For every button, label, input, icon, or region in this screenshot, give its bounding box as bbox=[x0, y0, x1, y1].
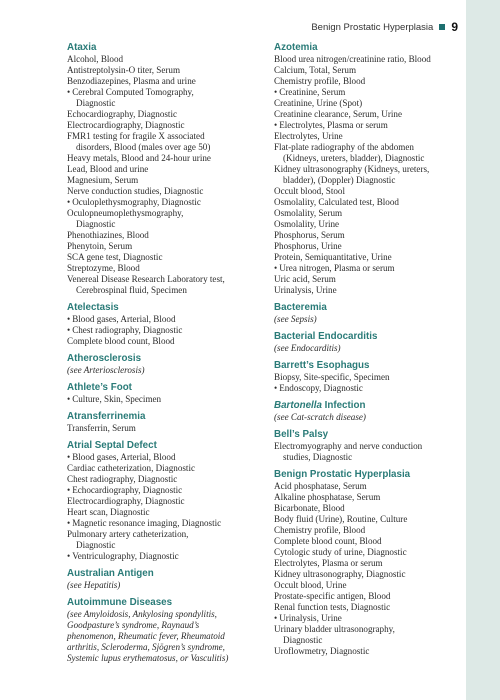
test-item: Electromyography and nerve conduction bbox=[274, 441, 423, 451]
test-item: • Endoscopy, Diagnostic bbox=[274, 383, 474, 394]
entry-heading bbox=[274, 331, 474, 343]
test-item: Kidney ultrasonography (Kidneys, ureters, bbox=[274, 164, 430, 174]
test-item: Diagnostic bbox=[76, 540, 116, 550]
test-item: Magnesium, Serum bbox=[67, 175, 139, 185]
test-item: Renal function tests, Diagnostic bbox=[274, 602, 391, 612]
test-item: Chemistry profile, Blood bbox=[274, 76, 366, 86]
running-head-title: Benign Prostatic Hyperplasia bbox=[311, 21, 434, 33]
square-bullet-icon bbox=[439, 24, 445, 30]
test-item: Diagnostic bbox=[76, 219, 116, 229]
entry-heading bbox=[67, 353, 267, 365]
test-item: • Culture, Skin, Specimen bbox=[67, 394, 267, 405]
test-item: • Oculoplethysmography, Diagnostic bbox=[67, 197, 267, 208]
test-item: disorders, Blood (males over age 50) bbox=[76, 142, 211, 152]
test-item: Alcohol, Blood bbox=[67, 54, 124, 64]
test-item: • Ventriculography, Diagnostic bbox=[67, 551, 267, 562]
test-item: Diagnostic bbox=[76, 98, 116, 108]
test-item: Phenothiazines, Blood bbox=[67, 230, 149, 240]
entry-heading bbox=[67, 382, 267, 394]
test-item: Urinalysis, Urine bbox=[274, 285, 337, 295]
entry-heading-text: Atrial Septal Defect bbox=[67, 440, 157, 451]
entry-heading-text: Ataxia bbox=[67, 42, 97, 53]
left-column bbox=[67, 38, 267, 664]
test-item: Diagnostic bbox=[283, 635, 323, 645]
entry-heading bbox=[67, 568, 267, 580]
cross-reference: (see Endocarditis) bbox=[274, 343, 341, 353]
test-item: studies, Diagnostic bbox=[283, 452, 353, 462]
test-item: Bicarbonate, Blood bbox=[274, 503, 345, 513]
test-item: Pulmonary artery catheterization, bbox=[67, 529, 189, 539]
test-item: Benzodiazepines, Plasma and urine bbox=[67, 76, 196, 86]
test-item: Uroflowmetry, Diagnostic bbox=[274, 646, 370, 656]
test-item: Lead, Blood and urine bbox=[67, 164, 149, 174]
cross-reference: (see Arteriosclerosis) bbox=[67, 365, 145, 375]
test-item: Heart scan, Diagnostic bbox=[67, 507, 150, 517]
cross-reference: arthritis, Scleroderma, Sjögren’s syndrome, bbox=[67, 642, 225, 652]
entry-heading-text: Autoimmune Diseases bbox=[67, 597, 173, 608]
test-item: Prostate-specific antigen, Blood bbox=[274, 591, 391, 601]
cross-reference: phenomenon, Rheumatic fever, Rheumatoid bbox=[67, 631, 225, 641]
cross-reference: (see Sepsis) bbox=[274, 314, 317, 324]
entry-heading-text: Benign Prostatic Hyperplasia bbox=[274, 469, 411, 480]
test-item: • Magnetic resonance imaging, Diagnostic bbox=[67, 518, 267, 529]
test-item: Cytologic study of urine, Diagnostic bbox=[274, 547, 407, 557]
test-item: Osmolality, Urine bbox=[274, 219, 340, 229]
test-item: • Cerebral Computed Tomography, bbox=[67, 87, 267, 98]
entry-heading-text: Atherosclerosis bbox=[67, 353, 142, 364]
test-item: Biopsy, Site-specific, Specimen bbox=[274, 372, 390, 382]
entry-heading bbox=[67, 302, 267, 314]
running-head bbox=[311, 20, 458, 34]
test-item: Occult blood, Urine bbox=[274, 580, 347, 590]
test-item: Complete blood count, Blood bbox=[67, 336, 175, 346]
test-item: Flat-plate radiography of the abdomen bbox=[274, 142, 414, 152]
entry-heading bbox=[274, 42, 474, 54]
test-item: Heavy metals, Blood and 24-hour urine bbox=[67, 153, 211, 163]
entry-heading-italic: Bartonella bbox=[274, 400, 322, 411]
entry-heading-text: Azotemia bbox=[274, 42, 318, 53]
page-number: 9 bbox=[451, 20, 458, 34]
entry-heading bbox=[274, 429, 474, 441]
test-item: Electrocardiography, Diagnostic bbox=[67, 496, 185, 506]
test-item: (Kidneys, ureters, bladder), Diagnostic bbox=[283, 153, 425, 163]
test-item: FMR1 testing for fragile X associated bbox=[67, 131, 205, 141]
test-item: • Creatinine, Serum bbox=[274, 87, 474, 98]
cross-reference: (see Amyloidosis, Ankylosing spondylitis, bbox=[67, 609, 217, 619]
test-item: Alkaline phosphatase, Serum bbox=[274, 492, 381, 502]
test-item: Creatinine clearance, Serum, Urine bbox=[274, 109, 403, 119]
test-item: Echocardiography, Diagnostic bbox=[67, 109, 178, 119]
test-item: Nerve conduction studies, Diagnostic bbox=[67, 186, 204, 196]
test-item: Acid phosphatase, Serum bbox=[274, 481, 367, 491]
test-item: • Blood gases, Arterial, Blood bbox=[67, 314, 267, 325]
test-item: • Urinalysis, Urine bbox=[274, 613, 474, 624]
test-item: Venereal Disease Research Laboratory test, bbox=[67, 274, 225, 284]
cross-reference: (see Hepatitis) bbox=[67, 580, 121, 590]
test-item: Cardiac catheterization, Diagnostic bbox=[67, 463, 196, 473]
test-item: SCA gene test, Diagnostic bbox=[67, 252, 163, 262]
entry-heading bbox=[274, 360, 474, 372]
test-item: Complete blood count, Blood bbox=[274, 536, 382, 546]
test-item: Chemistry profile, Blood bbox=[274, 525, 366, 535]
entry-heading bbox=[274, 400, 474, 412]
cross-reference: (see Cat-scratch disease) bbox=[274, 412, 366, 422]
test-item: Electrolytes, Urine bbox=[274, 131, 343, 141]
entry-heading bbox=[67, 411, 267, 423]
entry-heading bbox=[67, 440, 267, 452]
entry-heading-text: Bacterial Endocarditis bbox=[274, 331, 378, 342]
entry-heading-text: Atransferrinemia bbox=[67, 411, 146, 422]
test-item: Electrolytes, Plasma or serum bbox=[274, 558, 383, 568]
test-item: Transferrin, Serum bbox=[67, 423, 136, 433]
test-item: Osmolality, Serum bbox=[274, 208, 343, 218]
entry-heading-text: Athlete’s Foot bbox=[67, 382, 132, 393]
test-item: Protein, Semiquantitative, Urine bbox=[274, 252, 392, 262]
test-item: bladder), (Doppler) Diagnostic bbox=[283, 175, 396, 185]
entry-heading bbox=[67, 42, 267, 54]
entry-heading bbox=[67, 597, 267, 609]
test-item: Calcium, Total, Serum bbox=[274, 65, 357, 75]
test-item: Chest radiography, Diagnostic bbox=[67, 474, 178, 484]
entry-heading-text: Barrett’s Esophagus bbox=[274, 360, 370, 371]
test-item: Uric acid, Serum bbox=[274, 274, 336, 284]
cross-reference: Systemic lupus erythematosus, or Vasculitis) bbox=[67, 653, 229, 663]
test-item: Antistreptolysin-O titer, Serum bbox=[67, 65, 181, 75]
test-item: Blood urea nitrogen/creatinine ratio, Blood bbox=[274, 54, 431, 64]
entry-heading-text: Australian Antigen bbox=[67, 568, 154, 579]
entry-heading-text: Atelectasis bbox=[67, 302, 119, 313]
test-item: Urinary bladder ultrasonography, bbox=[274, 624, 395, 634]
test-item: Phosphorus, Urine bbox=[274, 241, 342, 251]
right-column bbox=[274, 38, 474, 657]
test-item: • Blood gases, Arterial, Blood bbox=[67, 452, 267, 463]
test-item: Osmolality, Calculated test, Blood bbox=[274, 197, 399, 207]
test-item: • Echocardiography, Diagnostic bbox=[67, 485, 267, 496]
test-item: Streptozyme, Blood bbox=[67, 263, 140, 273]
entry-heading-text: Bacteremia bbox=[274, 302, 327, 313]
test-item: • Electrolytes, Plasma or serum bbox=[274, 120, 474, 131]
entry-heading bbox=[274, 469, 474, 481]
entry-heading-text: Infection bbox=[321, 400, 366, 411]
test-item: • Chest radiography, Diagnostic bbox=[67, 325, 267, 336]
test-item: Phosphorus, Serum bbox=[274, 230, 345, 240]
test-item: Cerebrospinal fluid, Specimen bbox=[76, 285, 187, 295]
entry-heading bbox=[274, 302, 474, 314]
cross-reference: Goodpasture’s syndrome, Raynaud’s bbox=[67, 620, 200, 630]
test-item: Body fluid (Urine), Routine, Culture bbox=[274, 514, 408, 524]
entry-heading-text: Bell’s Palsy bbox=[274, 429, 329, 440]
test-item: Electrocardiography, Diagnostic bbox=[67, 120, 185, 130]
test-item: Oculopneumoplethysmography, bbox=[67, 208, 184, 218]
test-item: Occult blood, Stool bbox=[274, 186, 345, 196]
test-item: Creatinine, Urine (Spot) bbox=[274, 98, 363, 108]
test-item: Kidney ultrasonography, Diagnostic bbox=[274, 569, 406, 579]
test-item: Phenytoin, Serum bbox=[67, 241, 133, 251]
test-item: • Urea nitrogen, Plasma or serum bbox=[274, 263, 474, 274]
